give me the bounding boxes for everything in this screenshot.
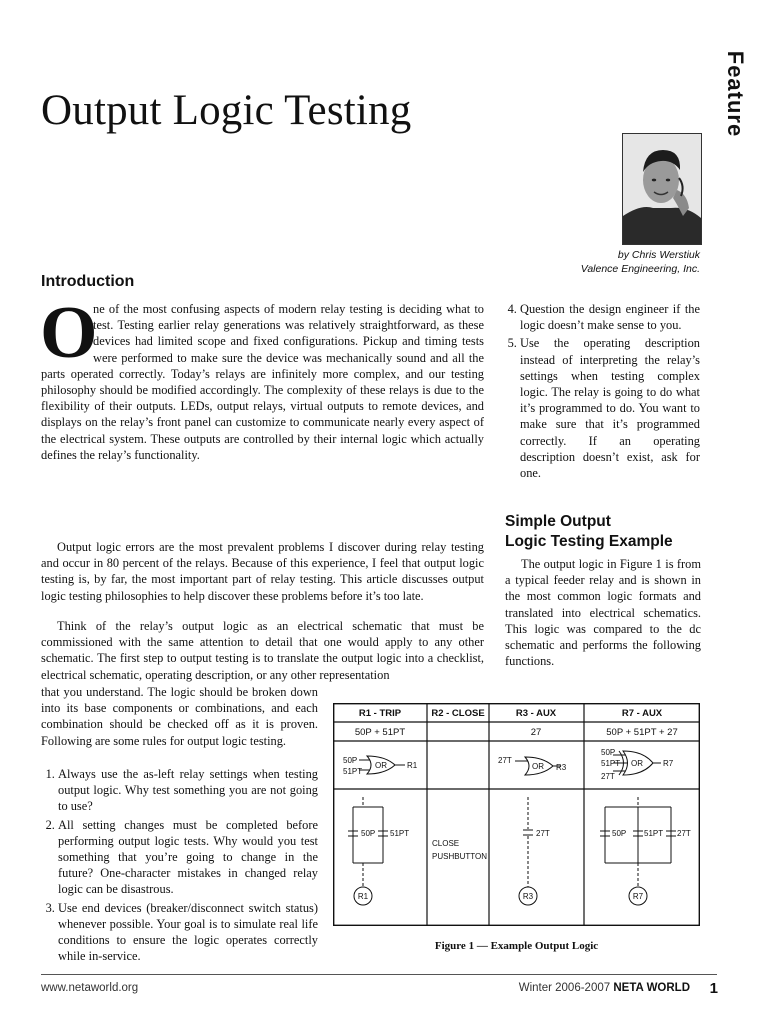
r7-input-1: 50P [601,748,616,757]
author-portrait-icon [622,133,702,245]
intro-paragraph-3: Think of the relay’s output logic as an electrical schematic that must be commissioned with the same attention to detail that one would apply to any other schematic. The first step to output testing is to translate the output logic into a checklist, electrical schematic, operating description, or any other representation [41,619,484,682]
page-number: 1 [709,980,718,997]
drop-cap-space [41,301,93,365]
footer-issue-date: Winter 2006-2007 [518,982,611,994]
rule-item: 4. Question the design engineer if the logic doesn’t make sense to you. [520,301,700,333]
expr-r3: 27 [530,727,542,738]
footer-url: www.netaworld.org [41,982,139,994]
r1-output: R1 [407,761,418,770]
introduction-heading: Introduction [41,273,135,290]
author-name: by Chris Werstiuk [617,249,700,261]
rule-item: 2. All setting changes must be completed before performing output logic tests. Why would you test something that you’re going to change in the future? One-character mistakes in changed relay logic can be disastrous. [58,817,318,898]
header-r3: R3 - AUX [515,708,557,719]
r3-gate-label: OR [532,762,544,771]
header-r1: R1 - TRIP [358,708,402,719]
r3-contact: 27T [536,829,550,838]
coil-r1: R1 [357,892,369,901]
simple-example-heading [505,512,673,552]
coil-r3: R3 [522,892,534,901]
intro-paragraph-1-text: ne of the most confusing aspects of modern relay testing is deciding what to test. Testing earlier relay generations was relatively straightforward, as these devices had limited scope and fixed configurations. Pickup and timing tests were performed to make sure the device was mechanically sound and all the parts operated correctly. Today’s relays are infinitely more complex, and our testing philosophy should be modified accordingly. The complexity of these relays is due to the flexibility of their outputs. LEDs, output relays, virtual outputs to remote devices, and displays on the relay’s front panel can customize to communicate nearly every aspect of the electrical system. These outputs are controlled by their internal logic which actually defines the relay’s functionality. [41,302,484,462]
coil-r7: R7 [632,892,644,901]
rules-list-left [41,766,318,966]
r3-output: R3 [556,763,567,772]
r1-gate-label: OR [375,761,387,770]
r7-output: R7 [663,759,674,768]
section-tab: Feature [723,50,748,138]
byline [581,248,700,276]
expr-r7: 50P + 51PT + 27 [606,727,678,738]
header-r2: R2 - CLOSE [431,708,485,719]
r7-input-2: 51PT [601,759,621,768]
r1-input-2: 51PT [343,767,363,776]
rule-item: 3. Use end devices (breaker/disconnect switch status) whenever possible. Your goal is to simulate real life conditions to ensure the logic operates correctly while in-service. [58,900,318,965]
heading-line-1: Simple Output [505,513,611,530]
expr-r1: 50P + 51PT [354,727,406,738]
r7-contact-3: 27T [677,829,691,838]
r7-input-3: 27T [601,772,615,781]
r1-contact-2: 51PT [390,829,410,838]
rule-item: 5. Use the operating description instead of interpreting the relay’s settings when testing complex logic. The relay is going to do what it’s programmed to do. You want to make sure that it’s programmed correctly. If an operating description doesn’t exist, ask for one. [520,335,700,481]
r2-label-1: CLOSE [432,839,460,848]
footer-magazine-name: NETA WORLD [613,982,690,994]
r2-label-2: PUSHBUTTON [432,852,487,861]
r1-contact-1: 50P [361,829,376,838]
intro-paragraph-2: Output logic errors are the most prevalent problems I discover during relay testing and occur in 80 percent of the relays. Because of this experience, I feel that output logic testing is, by far, the most important part of relay testing. This article discusses output logic testing philosophies to help discover these problems before it’s too late. [41,540,484,603]
r7-contact-2: 51PT [644,829,664,838]
figure-caption: Figure 1 — Example Output Logic [434,940,599,952]
author-company: Valence Engineering, Inc. [580,263,700,275]
heading-line-2: Logic Testing Example [505,533,673,550]
intro-paragraph-1 [41,301,484,463]
footer-issue [519,982,690,994]
rules-list-right [503,301,700,483]
r7-gate-label: OR [631,759,643,768]
intro-paragraph-3-continued: that you understand. The logic should be broken down into its base components or combinations, and each combination should be checked off as it is proven. Following are some rules for output logic testing. [41,685,318,748]
r3-input: 27T [498,756,512,765]
r1-input-1: 50P [343,756,358,765]
figure-1-logic-table [333,703,700,926]
drop-cap: O [40,292,98,374]
footer-divider [41,974,717,975]
header-r7: R7 - AUX [621,708,663,719]
r7-contact-1: 50P [612,829,627,838]
rule-item: 1. Always use the as-left relay settings when testing output logic. Why test something you are not going to use? [58,766,318,815]
simple-example-paragraph: The output logic in Figure 1 is from a typical feeder relay and is shown in the most common logic formats and translated into electrical schematics. This logic was compared to the dc schematic and performs the following functions. [505,557,701,669]
article-title: Output Logic Testing [41,87,412,134]
